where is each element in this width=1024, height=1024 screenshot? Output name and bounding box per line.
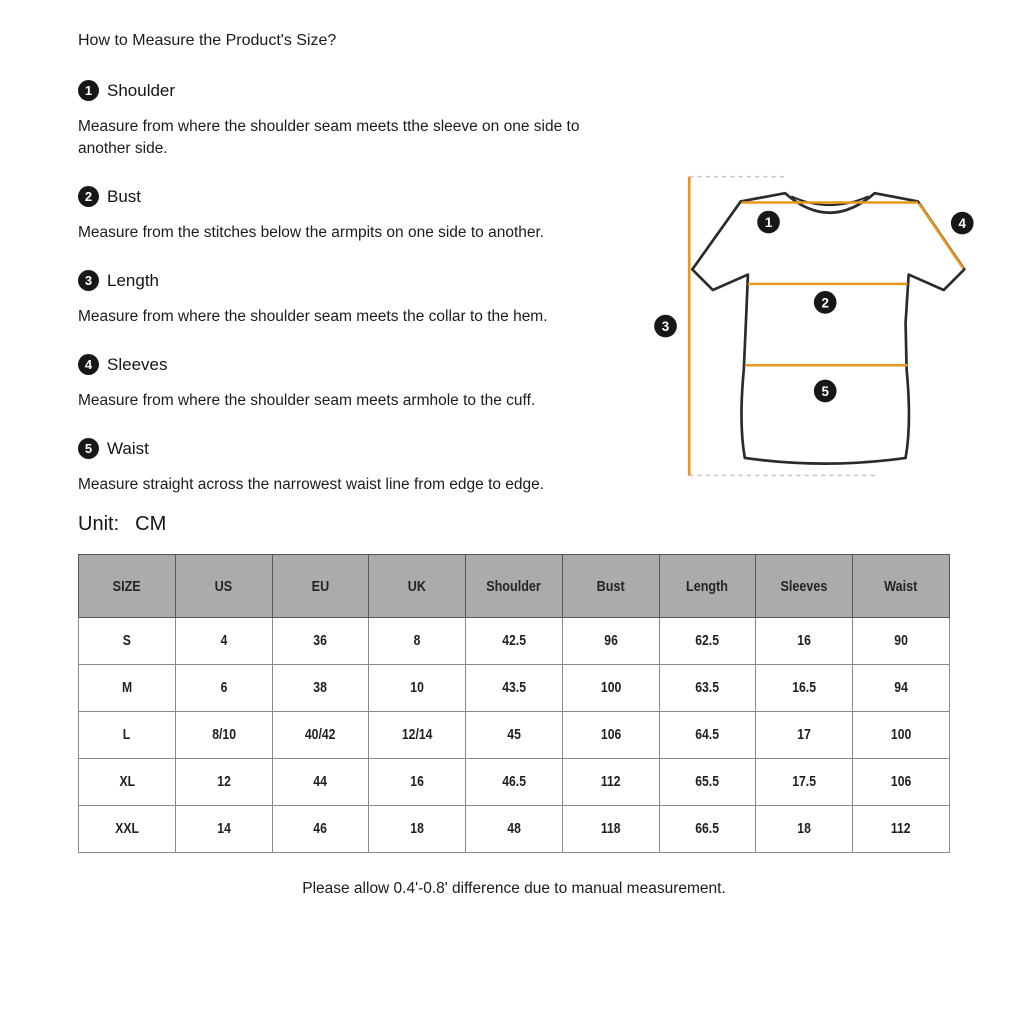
size-table: [78, 554, 950, 853]
table-row-l: [79, 712, 950, 759]
table-cell: 12: [175, 759, 272, 806]
svg-text:4: 4: [958, 216, 966, 232]
table-cell: 64.5: [659, 712, 756, 759]
table-cell: 42.5: [466, 618, 563, 665]
instruction-label: Sleeves: [107, 354, 168, 374]
table-cell: XXL: [79, 806, 176, 853]
header-cell-us: US: [175, 555, 272, 618]
table-cell: 106: [853, 759, 950, 806]
table-cell: 90: [853, 618, 950, 665]
svg-text:1: 1: [764, 215, 773, 231]
instruction-description: Measure straight across the narrowest waist line from edge to edge.: [78, 476, 545, 493]
table-cell: 46: [272, 806, 369, 853]
table-cell: 100: [562, 665, 659, 712]
table-cell: 8: [369, 618, 466, 665]
table-cell: 65.5: [659, 759, 756, 806]
table-cell: 12/14: [369, 712, 466, 759]
table-cell: 17.5: [756, 759, 853, 806]
table-row-m: [79, 665, 950, 712]
table-cell: 94: [853, 665, 950, 712]
table-cell: 112: [853, 806, 950, 853]
table-cell: M: [79, 665, 176, 712]
header-cell-size: SIZE: [79, 555, 176, 618]
table-cell: XL: [79, 759, 176, 806]
svg-text:2: 2: [821, 295, 829, 311]
header-cell-length: Length: [659, 555, 756, 618]
table-cell: 17: [756, 712, 853, 759]
header-cell-eu: EU: [272, 555, 369, 618]
table-cell: S: [79, 618, 176, 665]
table-cell: 16: [369, 759, 466, 806]
table-cell: 10: [369, 665, 466, 712]
table-cell: L: [79, 712, 176, 759]
table-cell: 18: [756, 806, 853, 853]
table-cell: 43.5: [466, 665, 563, 712]
table-row-xl: [79, 759, 950, 806]
instruction-description: Measure from the stitches below the armpits on one side to another.: [78, 224, 545, 241]
measurement-marker-4: [951, 212, 974, 235]
instruction-number-icon: 1: [78, 80, 99, 101]
tshirt-measurement-diagram: [648, 158, 988, 488]
instruction-label: Length: [107, 270, 159, 290]
table-cell: 14: [175, 806, 272, 853]
collar-line: [791, 196, 868, 205]
table-cell: 38: [272, 665, 369, 712]
instruction-number-icon: 5: [78, 438, 99, 459]
table-row-s: [79, 618, 950, 665]
measurement-marker-5: [814, 380, 837, 403]
header-cell-sleeves: Sleeves: [756, 555, 853, 618]
instruction-description: Measure from where the shoulder seam meets tthe sleeve on one side to another side.: [78, 118, 580, 157]
instruction-description: Measure from where the shoulder seam meets armhole to the cuff.: [78, 392, 536, 409]
table-cell: 106: [562, 712, 659, 759]
table-cell: 44: [272, 759, 369, 806]
instruction-label: Waist: [107, 438, 149, 458]
measurement-marker-2: [814, 291, 837, 314]
instruction-number-icon: 3: [78, 270, 99, 291]
table-cell: 100: [853, 712, 950, 759]
measurement-marker-3: [654, 315, 677, 338]
size-table-header-row: [79, 555, 950, 618]
unit-label: Unit:: [78, 513, 120, 535]
table-cell: 96: [562, 618, 659, 665]
header-cell-uk: UK: [369, 555, 466, 618]
instruction-description: Measure from where the shoulder seam meets the collar to the hem.: [78, 308, 548, 325]
instruction-number-icon: 2: [78, 186, 99, 207]
header-cell-waist: Waist: [853, 555, 950, 618]
table-cell: 45: [466, 712, 563, 759]
header-cell-shoulder: Shoulder: [466, 555, 563, 618]
table-cell: 48: [466, 806, 563, 853]
unit-line: [78, 513, 950, 536]
table-cell: 40/42: [272, 712, 369, 759]
header-cell-bust: Bust: [562, 555, 659, 618]
table-cell: 16.5: [756, 665, 853, 712]
table-cell: 6: [175, 665, 272, 712]
table-row-xxl: [79, 806, 950, 853]
table-cell: 62.5: [659, 618, 756, 665]
table-cell: 16: [756, 618, 853, 665]
tshirt-diagram-icon: [648, 158, 988, 488]
instruction-label: Bust: [107, 186, 142, 206]
footer-note: Please allow 0.4'-0.8' difference due to manual measurement.: [302, 880, 726, 897]
instruction-heading-shoulder: [78, 80, 950, 101]
table-cell: 66.5: [659, 806, 756, 853]
table-cell: 36: [272, 618, 369, 665]
svg-text:5: 5: [821, 384, 829, 400]
svg-text:3: 3: [661, 319, 670, 335]
table-cell: 8/10: [175, 712, 272, 759]
table-cell: 18: [369, 806, 466, 853]
measurement-marker-1: [757, 211, 780, 234]
table-cell: 4: [175, 618, 272, 665]
tshirt-outline: [692, 193, 964, 463]
table-cell: 112: [562, 759, 659, 806]
table-cell: 63.5: [659, 665, 756, 712]
unit-value: CM: [135, 513, 167, 535]
page-title: How to Measure the Product's Size?: [78, 32, 337, 49]
instruction-number-icon: 4: [78, 354, 99, 375]
table-cell: 46.5: [466, 759, 563, 806]
table-cell: 118: [562, 806, 659, 853]
instruction-label: Shoulder: [107, 80, 176, 100]
